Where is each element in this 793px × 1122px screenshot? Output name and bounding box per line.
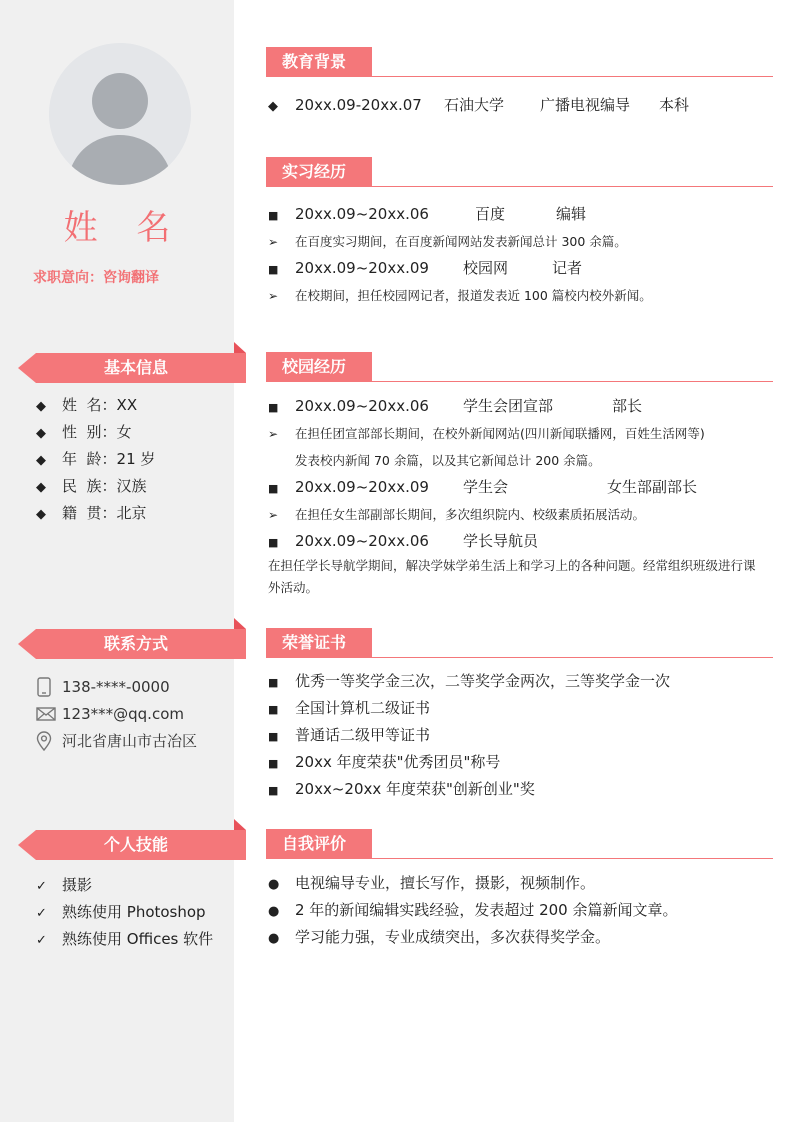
item-role: 编辑 xyxy=(556,205,587,223)
item-date: 20xx.09~20xx.09 xyxy=(295,478,429,496)
skill-text: 熟练使用 Photoshop xyxy=(62,903,206,921)
section-title: 个人技能 xyxy=(103,835,168,854)
square-bullet-icon: ■ xyxy=(268,536,279,549)
honors-list xyxy=(268,668,768,803)
phone-icon xyxy=(36,677,62,697)
diamond-bullet-icon: ◆ xyxy=(36,426,46,441)
phone-number: 138-****-0000 xyxy=(62,677,170,696)
list-item xyxy=(36,500,155,527)
list-item xyxy=(268,393,768,420)
item-org: 学生会 xyxy=(463,478,509,496)
item-org: 百度 xyxy=(475,205,506,223)
contact-address xyxy=(36,727,197,754)
section-header-honors xyxy=(266,628,773,658)
item-desc: 在担任学长导航学期间，解决学妹学弟生活上和学习上的各种问题。经常组织班级进行课外活动。 xyxy=(268,558,756,595)
section-divider xyxy=(266,657,773,658)
list-item xyxy=(268,447,768,474)
diamond-bullet-icon: ◆ xyxy=(36,507,46,522)
location-icon xyxy=(36,731,62,751)
address-text: 河北省唐山市古冶区 xyxy=(62,732,198,750)
section-header-campus xyxy=(266,352,773,382)
honor-text: 全国计算机二级证书 xyxy=(295,699,431,717)
section-header-education xyxy=(266,47,773,77)
edu-school: 石油大学 xyxy=(444,96,505,114)
info-value: 北京 xyxy=(116,504,147,522)
eval-text: 电视编导专业，擅长写作，摄影，视频制作。 xyxy=(295,874,596,892)
item-org: 学长导航员 xyxy=(463,532,539,550)
arrow-bullet-icon: ➢ xyxy=(268,235,279,249)
section-title: 校园经历 xyxy=(266,352,372,382)
list-item xyxy=(268,501,768,528)
section-title: 基本信息 xyxy=(103,358,168,377)
eval-text: 学习能力强，专业成绩突出，多次获得奖学金。 xyxy=(295,928,611,946)
arrow-bullet-icon: ➢ xyxy=(268,508,279,522)
item-desc: 在担任女生部副部长期间，多次组织院内、校级素质拓展活动。 xyxy=(295,507,646,522)
item-role: 记者 xyxy=(552,259,583,277)
list-item xyxy=(268,474,768,501)
info-label: 年 龄： xyxy=(62,450,117,468)
diamond-bullet-icon: ◆ xyxy=(36,453,46,468)
skill-text: 摄影 xyxy=(62,876,93,894)
email-address: 123***@qq.com xyxy=(62,704,184,723)
basic-info-list xyxy=(36,392,155,527)
item-desc: 在校期间，担任校园网记者，报道发表近 100 篇校内校外新闻。 xyxy=(295,288,652,303)
job-intent: 求职意向：咨询翻译 xyxy=(33,270,159,286)
diamond-bullet-icon: ◆ xyxy=(36,480,46,495)
list-item xyxy=(268,749,768,776)
education-list xyxy=(268,92,768,119)
info-label: 姓 名： xyxy=(62,396,117,414)
section-header-self-eval xyxy=(266,829,773,859)
info-label: 籍 贯： xyxy=(62,504,117,522)
campus-list xyxy=(268,393,768,599)
section-banner-contact xyxy=(18,629,246,659)
item-org: 学生会团宣部 xyxy=(463,397,554,415)
item-date: 20xx.09~20xx.09 xyxy=(295,259,429,277)
honor-text: 优秀一等奖学金三次，二等奖学金两次，三等奖学金一次 xyxy=(295,672,671,690)
honor-text: 20xx 年度荣获"优秀团员"称号 xyxy=(295,753,501,771)
mail-icon xyxy=(36,704,62,724)
list-item xyxy=(268,695,768,722)
section-banner-skills xyxy=(18,830,246,860)
item-desc: 在百度实习期间，在百度新闻网站发表新闻总计 300 余篇。 xyxy=(295,234,627,249)
list-item xyxy=(36,899,213,926)
square-bullet-icon: ■ xyxy=(268,730,279,743)
section-divider xyxy=(266,381,773,382)
section-title: 自我评价 xyxy=(266,829,372,859)
list-item xyxy=(36,392,155,419)
section-header-internship xyxy=(266,157,773,187)
square-bullet-icon: ■ xyxy=(268,757,279,770)
list-item xyxy=(268,228,768,255)
diamond-bullet-icon: ◆ xyxy=(36,399,46,414)
section-divider xyxy=(266,858,773,859)
honor-text: 普通话二级甲等证书 xyxy=(295,726,431,744)
info-value: XX xyxy=(116,396,138,414)
avatar-icon xyxy=(49,43,191,185)
check-icon: ✓ xyxy=(36,906,47,921)
edu-degree: 本科 xyxy=(659,96,690,114)
list-item xyxy=(268,255,768,282)
contact-list xyxy=(36,673,197,754)
item-org: 校园网 xyxy=(463,259,509,277)
edu-major: 广播电视编导 xyxy=(540,96,631,114)
banner-fold xyxy=(234,342,246,353)
arrow-bullet-icon: ➢ xyxy=(268,289,279,303)
check-icon: ✓ xyxy=(36,933,47,948)
section-divider xyxy=(266,186,773,187)
list-item xyxy=(268,528,768,555)
skills-list xyxy=(36,872,213,953)
square-bullet-icon: ■ xyxy=(268,401,279,414)
list-item xyxy=(268,897,768,924)
list-item xyxy=(36,926,213,953)
skill-text: 熟练使用 Offices 软件 xyxy=(62,930,214,948)
item-date: 20xx.09~20xx.06 xyxy=(295,205,429,223)
list-item xyxy=(36,446,155,473)
banner-fold xyxy=(234,819,246,830)
list-item xyxy=(268,420,768,447)
internship-list xyxy=(268,201,768,309)
circle-bullet-icon: ● xyxy=(268,904,280,919)
square-bullet-icon: ■ xyxy=(268,784,279,797)
banner-fold xyxy=(234,618,246,629)
info-value: 汉族 xyxy=(116,477,147,495)
list-item xyxy=(268,668,768,695)
item-date: 20xx.09~20xx.06 xyxy=(295,397,429,415)
item-role: 女生部副部长 xyxy=(607,478,698,496)
info-label: 民 族： xyxy=(62,477,117,495)
contact-email xyxy=(36,700,197,727)
list-item xyxy=(268,870,768,897)
item-role: 部长 xyxy=(612,397,643,415)
info-value: 21 岁 xyxy=(116,450,156,468)
list-item xyxy=(36,419,155,446)
edu-date: 20xx.09-20xx.07 xyxy=(295,96,422,114)
section-title: 教育背景 xyxy=(266,47,372,77)
person-name: 姓 名 xyxy=(63,208,185,248)
square-bullet-icon: ■ xyxy=(268,703,279,716)
diamond-bullet-icon: ◆ xyxy=(268,99,278,114)
section-banner-basic xyxy=(18,353,246,383)
section-title: 联系方式 xyxy=(103,634,168,653)
section-title: 实习经历 xyxy=(266,157,372,187)
square-bullet-icon: ■ xyxy=(268,676,279,689)
item-date: 20xx.09~20xx.06 xyxy=(295,532,429,550)
eval-text: 2 年的新闻编辑实践经验，发表超过 200 余篇新闻文章。 xyxy=(295,901,678,919)
arrow-bullet-icon: ➢ xyxy=(268,427,279,441)
list-item xyxy=(268,92,768,119)
circle-bullet-icon: ● xyxy=(268,877,280,892)
list-item xyxy=(268,924,768,951)
info-value: 女 xyxy=(116,423,132,441)
list-item xyxy=(268,201,768,228)
check-icon: ✓ xyxy=(36,879,47,894)
self-eval-list xyxy=(268,870,768,951)
section-divider xyxy=(266,76,773,77)
section-title: 荣誉证书 xyxy=(266,628,372,658)
info-label: 性 别： xyxy=(62,423,117,441)
honor-text: 20xx~20xx 年度荣获"创新创业"奖 xyxy=(295,780,535,798)
list-item xyxy=(268,776,768,803)
square-bullet-icon: ■ xyxy=(268,209,279,222)
list-item xyxy=(268,722,768,749)
list-item xyxy=(36,872,213,899)
square-bullet-icon: ■ xyxy=(268,482,279,495)
contact-phone xyxy=(36,673,197,700)
list-item xyxy=(36,473,155,500)
square-bullet-icon: ■ xyxy=(268,263,279,276)
item-desc: 在担任团宣部部长期间，在校外新闻网站(四川新闻联播网，百姓生活网等) xyxy=(295,426,705,441)
circle-bullet-icon: ● xyxy=(268,931,280,946)
list-item xyxy=(268,282,768,309)
item-desc: 发表校内新闻 70 余篇，以及其它新闻总计 200 余篇。 xyxy=(295,453,601,468)
